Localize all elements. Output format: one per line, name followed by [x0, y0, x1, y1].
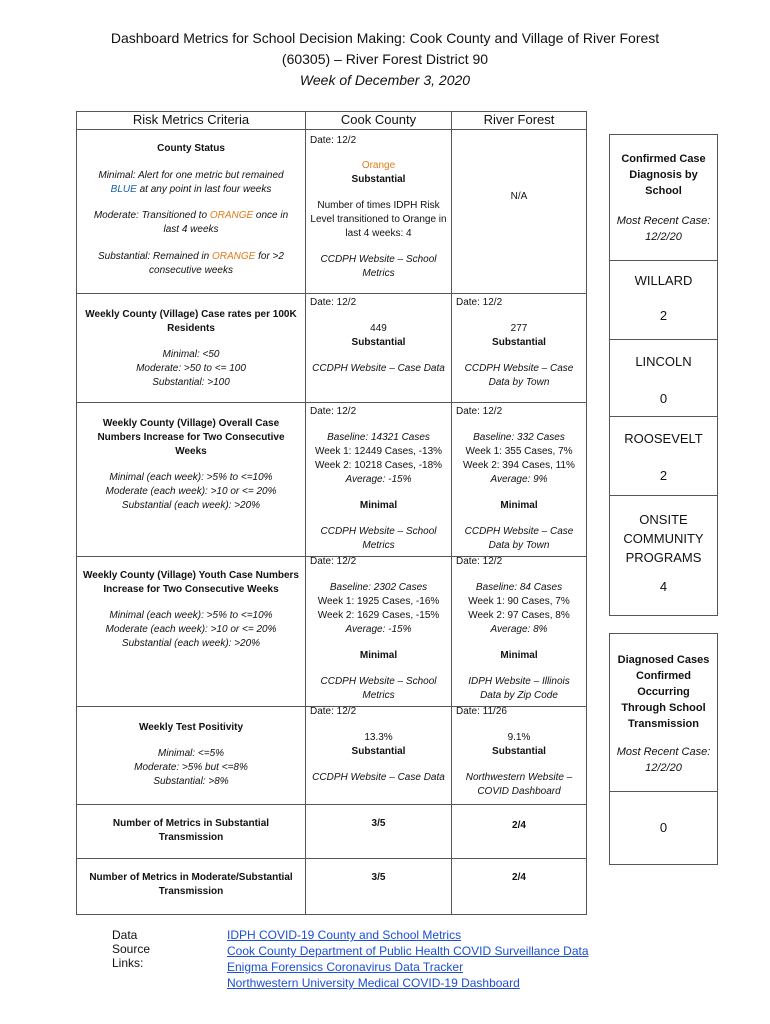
criteria-title: Weekly County (Village) Overall Case Numbers Increase for Two Consecutive Weeks — [97, 418, 285, 457]
cook-source: CCDPH Website – School Metrics — [320, 254, 437, 279]
criteria-cell — [77, 557, 306, 707]
school-name: ROOSEVELT — [624, 431, 703, 446]
col-header-criteria: Risk Metrics Criteria — [77, 112, 306, 130]
river-forest-cell — [452, 707, 587, 805]
rf-source: CCDPH Website – Case Data by Town — [464, 363, 574, 388]
cook-date: Date: 12/2 — [310, 406, 357, 417]
cook-baseline: Baseline: 14321 Cases — [327, 432, 430, 443]
river-forest-cell — [452, 130, 587, 294]
summary-cook: 3/5 — [306, 859, 452, 915]
cook-cell — [306, 707, 452, 805]
criteria-moderate: Moderate: >5% but <=8% — [134, 762, 248, 773]
criteria-moderate: Moderate (each week): >10 or <= 20% — [105, 486, 277, 497]
link-ccdph-surveillance[interactable]: Cook County Department of Public Health COVID Surveillance Data — [227, 944, 589, 958]
criteria-substantial: Substantial: Remained in ORANGE for >2 consecutive weeks — [98, 251, 284, 276]
criteria-moderate: Moderate: >50 to <= 100 — [136, 363, 246, 374]
table-row — [77, 130, 587, 294]
page-title: Dashboard Metrics for School Decision Making: Cook County and Village of River Forest — [110, 30, 660, 46]
week-label: Week of December 3, 2020 — [299, 72, 471, 88]
table-row — [77, 707, 587, 805]
cook-cell — [306, 294, 452, 403]
cook-source: CCDPH Website – School Metrics — [320, 526, 437, 551]
table-row — [77, 403, 587, 557]
criteria-title: County Status — [157, 143, 225, 154]
col-header-cook: Cook County — [306, 112, 452, 130]
most-recent-case: Most Recent Case: 12/2/20 — [616, 746, 711, 774]
link-enigma-tracker[interactable]: Enigma Forensics Coronavirus Data Tracker — [227, 960, 464, 974]
cook-average: Average: -15% — [345, 624, 412, 635]
school-transmission-panel — [609, 633, 718, 865]
cook-source: CCDPH Website – School Metrics — [320, 676, 437, 701]
criteria-substantial: Substantial (each week): >20% — [121, 500, 261, 511]
school-transmission-header — [610, 634, 717, 792]
criteria-minimal: Minimal (each week): >5% to <=10% — [109, 472, 273, 483]
criteria-minimal: Minimal: <50 — [162, 349, 220, 360]
criteria-minimal: Minimal: <=5% — [157, 748, 225, 759]
rf-week2: Week 2: 97 Cases, 8% — [468, 610, 570, 621]
metrics-table — [76, 111, 587, 915]
cook-source: CCDPH Website – Case Data — [312, 363, 445, 374]
cook-value: 449 — [370, 323, 387, 334]
rf-source: CCDPH Website – Case Data by Town — [464, 526, 574, 551]
summary-label: Number of Metrics in Moderate/Substantial Transmission — [77, 859, 306, 915]
cook-average: Average: -15% — [345, 474, 412, 485]
criteria-moderate: Moderate (each week): >10 or <= 20% — [105, 624, 277, 635]
cook-cell — [306, 403, 452, 557]
cook-color: Orange — [361, 160, 396, 171]
rf-level: Substantial — [492, 337, 546, 348]
cook-baseline: Baseline: 2302 Cases — [329, 582, 428, 593]
transmission-count: 0 — [659, 820, 668, 835]
criteria-substantial: Substantial: >100 — [152, 377, 230, 388]
rf-average: Average: 9% — [490, 474, 548, 485]
cook-date: Date: 12/2 — [310, 135, 357, 146]
criteria-title: Weekly Test Positivity — [138, 722, 244, 733]
summary-rf: 2/4 — [452, 805, 587, 859]
criteria-minimal: Minimal: Alert for one metric but remained BLUE at any point in last four weeks — [98, 170, 284, 195]
school-diagnosis-panel — [609, 134, 718, 616]
rf-level: Minimal — [500, 500, 538, 511]
cook-level: Substantial — [351, 174, 406, 185]
school-name: ONSITE COMMUNITY PROGRAMS — [623, 512, 704, 565]
table-header-row — [77, 112, 587, 130]
criteria-substantial: Substantial: >8% — [153, 776, 229, 787]
river-forest-cell — [452, 557, 587, 707]
rf-value: 9.1% — [507, 732, 531, 743]
panel-title: Confirmed Case Diagnosis by School — [621, 153, 706, 197]
summary-cook: 3/5 — [306, 805, 452, 859]
table-row — [77, 859, 587, 915]
school-name: WILLARD — [634, 273, 693, 288]
summary-rf: 2/4 — [452, 859, 587, 915]
table-row — [77, 805, 587, 859]
rf-date: Date: 12/2 — [456, 406, 503, 417]
cook-value: 13.3% — [364, 732, 393, 743]
rf-week1: Week 1: 355 Cases, 7% — [465, 446, 573, 457]
cook-note: Number of times IDPH Risk Level transitioned to Orange in last 4 weeks: 4 — [310, 200, 447, 239]
rf-value: 277 — [510, 323, 528, 334]
criteria-substantial: Substantial (each week): >20% — [121, 638, 261, 649]
rf-week2: Week 2: 394 Cases, 11% — [463, 460, 575, 471]
cook-level: Substantial — [351, 337, 406, 348]
criteria-cell — [77, 294, 306, 403]
cook-level: Substantial — [351, 746, 406, 757]
school-count: 2 — [659, 308, 668, 323]
rf-date: Date: 12/2 — [456, 297, 503, 308]
rf-value: N/A — [510, 191, 528, 202]
criteria-moderate: Moderate: Transitioned to ORANGE once in last 4 weeks — [93, 210, 289, 235]
school-count: 0 — [659, 391, 668, 406]
school-willard — [610, 261, 717, 340]
criteria-minimal: Minimal (each week): >5% to <=10% — [109, 610, 273, 621]
school-count: 2 — [659, 468, 668, 483]
cook-week1: Week 1: 1925 Cases, -16% — [317, 596, 440, 607]
cook-cell — [306, 557, 452, 707]
rf-source: Northwestern Website – COVID Dashboard — [465, 772, 573, 797]
rf-date: Date: 11/26 — [456, 706, 507, 717]
rf-date: Date: 12/2 — [456, 556, 503, 567]
rf-level: Substantial — [492, 746, 546, 757]
criteria-cell — [77, 130, 306, 294]
rf-level: Minimal — [500, 650, 538, 661]
panel-title: Diagnosed Cases Confirmed Occurring Through School Transmission — [617, 654, 710, 730]
school-diagnosis-header — [610, 135, 717, 261]
cook-cell — [306, 130, 452, 294]
cook-week2: Week 2: 10218 Cases, -18% — [314, 460, 443, 471]
rf-baseline: Baseline: 332 Cases — [473, 432, 565, 443]
school-transmission-count-cell — [610, 792, 717, 865]
table-row — [77, 557, 587, 707]
rf-baseline: Baseline: 84 Cases — [475, 582, 563, 593]
criteria-cell — [77, 403, 306, 557]
cook-date: Date: 12/2 — [310, 706, 357, 717]
school-onsite-programs — [610, 496, 717, 617]
school-name: LINCOLN — [635, 354, 692, 369]
criteria-title: Weekly County (Village) Youth Case Numbers Increase for Two Consecutive Weeks — [83, 570, 299, 595]
criteria-title: Weekly County (Village) Case rates per 100K Residents — [85, 309, 297, 334]
school-lincoln — [610, 340, 717, 417]
page-subtitle: (60305) – River Forest District 90 — [281, 51, 489, 67]
cook-level: Minimal — [359, 650, 398, 661]
col-header-river-forest: River Forest — [452, 112, 587, 130]
summary-label: Number of Metrics in Substantial Transmission — [77, 805, 306, 859]
link-northwestern-dashboard[interactable]: Northwestern University Medical COVID-19 Dashboard — [227, 976, 520, 990]
cook-level: Minimal — [359, 500, 398, 511]
rf-week1: Week 1: 90 Cases, 7% — [468, 596, 570, 607]
river-forest-cell — [452, 403, 587, 557]
table-row — [77, 294, 587, 403]
school-roosevelt — [610, 417, 717, 496]
cook-date: Date: 12/2 — [310, 556, 357, 567]
link-idph-metrics[interactable]: IDPH COVID-19 County and School Metrics — [227, 928, 462, 942]
most-recent-case: Most Recent Case: 12/2/20 — [616, 215, 711, 243]
river-forest-cell — [452, 294, 587, 403]
criteria-cell — [77, 707, 306, 805]
cook-date: Date: 12/2 — [310, 297, 357, 308]
cook-source: CCDPH Website – Case Data — [312, 772, 445, 783]
rf-average: Average: 8% — [490, 624, 548, 635]
links-label: Data Source Links: — [112, 928, 151, 970]
rf-source: IDPH Website – Illinois Data by Zip Code — [468, 676, 570, 701]
cook-week1: Week 1: 12449 Cases, -13% — [314, 446, 443, 457]
cook-week2: Week 2: 1629 Cases, -15% — [317, 610, 440, 621]
school-count: 4 — [659, 579, 668, 594]
